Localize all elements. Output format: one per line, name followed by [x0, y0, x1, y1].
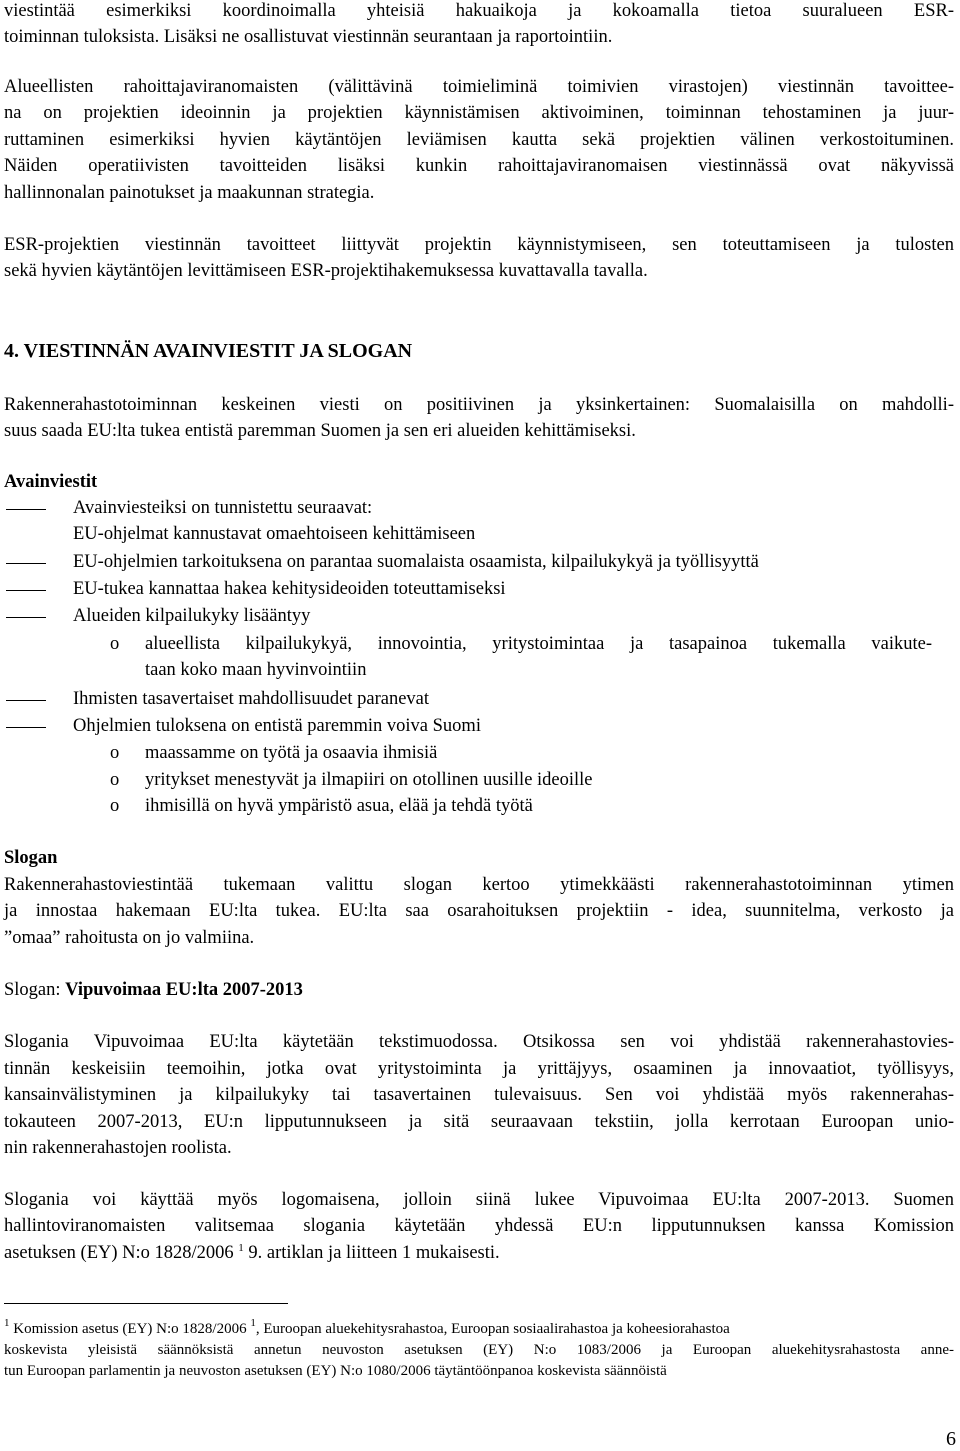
- sub-bullet-marker: o: [110, 634, 120, 654]
- body-text-line: ESR-projektien viestinnän tavoitteet liittyvät projektin käynnistymiseen, sen toteuttamiseen ja tulosten: [4, 235, 954, 255]
- body-text-line: Slogania Vipuvoimaa EU:lta käytetään tekstimuodossa. Otsikossa sen voi yhdistää rakennerahastovies-: [4, 1032, 954, 1052]
- list-item-continuation: EU-ohjelmat kannustavat omaehtoiseen kehittämiseen: [73, 524, 476, 544]
- text-span: Komission asetus (EY) N:o 1828/2006: [13, 1321, 251, 1337]
- sub-bullet-marker: o: [110, 796, 120, 816]
- text-span: asetuksen (EY) N:o 1828/2006: [4, 1243, 239, 1263]
- body-text-line: ruttaminen esimerkiksi hyvien käytäntöjen leviämisen kautta sekä projektien välinen verkostoituminen.: [4, 130, 954, 150]
- dash-bullet: [6, 563, 46, 564]
- body-text-line: suus saada EU:lta tukea entistä paremman Suomen ja sen eri alueiden kehittämiseksi.: [4, 421, 636, 441]
- slogan-line: [4, 977, 303, 1003]
- footnote-ref: 1: [250, 1317, 256, 1329]
- section-heading: 4. VIESTINNÄN AVAINVIESTIT JA SLOGAN: [4, 340, 413, 362]
- sub-list-item: ihmisillä on hyvä ympäristö asua, elää ja tehdä työtä: [145, 796, 533, 816]
- slogan-label: Slogan:: [4, 980, 66, 1000]
- list-item: Alueiden kilpailukyky lisääntyy: [73, 606, 311, 626]
- body-text-line: sekä hyvien käytäntöjen levittämiseen ESR-projektihakemuksessa kuvattavalla tavalla.: [4, 261, 648, 281]
- body-text-line: ja innostaa hakemaan EU:lta tukea. EU:lta saa osarahoituksen projektiin - idea, suunnitelma, verkosto ja: [4, 901, 954, 921]
- slogan-value: Vipuvoimaa EU:lta 2007-2013: [65, 980, 303, 1000]
- sub-bullet-marker: o: [110, 743, 120, 763]
- body-text-line: Alueellisten rahoittajaviranomaisten (välittävinä toimieliminä toimivien virastojen) viestinnän tavoittee-: [4, 77, 954, 97]
- body-text-line: na on projektien ideoinnin ja projektien käynnistämisen aktivoiminen, toiminnan tehostaminen ja juur-: [4, 103, 954, 123]
- text-span: 9. artiklan ja liitteen 1 mukaisesti.: [243, 1243, 500, 1263]
- sub-bullet-marker: o: [110, 770, 120, 790]
- footnote-rule: [4, 1303, 288, 1304]
- subheading-slogan: Slogan: [4, 848, 58, 868]
- body-text-line: Näiden operatiivisten tavoitteiden lisäksi kunkin rahoittajaviranomaisen viestinnässä ovat näkyvissä: [4, 156, 954, 176]
- footnote-line: tun Euroopan parlamentin ja neuvoston asetuksen (EY) N:o 1080/2006 täytäntöönpanoa koskevista säännöistä: [4, 1363, 667, 1379]
- list-item: Ihmisten tasavertaiset mahdollisuudet paranevat: [73, 689, 430, 709]
- body-text-line: tinnän keskeisiin teemoihin, jotka ovat yritystoiminta ja yrittäjyys, osaaminen ja innovaatiot, työllisyys,: [4, 1059, 954, 1079]
- list-item: Avainviesteiksi on tunnistettu seuraavat:: [73, 498, 373, 518]
- sub-list-item: alueellista kilpailukykyä, innovointia, yritystoimintaa ja tasapainoa tukemalla vaikute-: [145, 634, 932, 654]
- body-text-line: hallintoviranomaisten valitsemaa slogania käytetään yhdessä EU:n lipputunnuksen kanssa Komission: [4, 1216, 954, 1236]
- dash-bullet: [6, 590, 46, 591]
- sub-list-item-continuation: taan koko maan hyvinvointiin: [145, 660, 367, 680]
- dash-bullet: [6, 617, 46, 618]
- page-number: 6: [946, 1428, 956, 1450]
- list-item: EU-ohjelmien tarkoituksena on parantaa suomalaista osaamista, kilpailukykyä ja työllisyyttä: [73, 552, 759, 572]
- body-text-line: viestintää esimerkiksi koordinoimalla yhteisiä hakuaikoja ja kokoamalla tietoa suuralueen ESR-: [4, 1, 954, 21]
- sub-list-item: yritykset menestyvät ja ilmapiiri on otollinen uusille ideoille: [145, 770, 593, 790]
- list-item: EU-tukea kannattaa hakea kehitysideoiden toteuttamiseksi: [73, 579, 506, 599]
- body-text-line: ”omaa” rahoitusta on jo valmiina.: [4, 928, 255, 948]
- subheading-avainviestit: Avainviestit: [4, 472, 98, 492]
- text-span: , Euroopan aluekehitysrahastoa, Euroopan sosiaalirahastoa ja koheesiorahastoa: [255, 1321, 730, 1337]
- footnote-number: 1: [4, 1317, 10, 1329]
- body-text-line: [4, 1240, 500, 1266]
- dash-bullet: [6, 509, 46, 510]
- body-text-line: hallinnonalan painotukset ja maakunnan strategia.: [4, 183, 375, 203]
- body-text-line: kansainvälistyminen ja kilpailukyky tai tasavertainen tulevaisuus. Sen voi yhdistää myös rakennerahas-: [4, 1085, 954, 1105]
- dash-bullet: [6, 700, 46, 701]
- footnote-line: koskevista yleisistä säännöksistä annetun neuvoston asetuksen (EY) N:o 1083/2006 ja Euroopan aluekehitysrahastosta anne-: [4, 1342, 954, 1358]
- footnote-ref: 1: [238, 1242, 244, 1254]
- sub-list-item: maassamme on työtä ja osaavia ihmisiä: [145, 743, 438, 763]
- footnote-line: [4, 1319, 730, 1340]
- body-text-line: toiminnan tuloksista. Lisäksi ne osallistuvat viestinnän seurantaan ja raportointiin.: [4, 27, 613, 47]
- body-text-line: Slogania voi käyttää myös logomaisena, jolloin siinä lukee Vipuvoimaa EU:lta 2007-2013. Suomen: [4, 1190, 954, 1210]
- body-text-line: nin rakennerahastojen roolista.: [4, 1138, 232, 1158]
- list-item: Ohjelmien tuloksena on entistä paremmin voiva Suomi: [73, 716, 481, 736]
- body-text-line: Rakennerahastotoiminnan keskeinen viesti on positiivinen ja yksinkertainen: Suomalaisilla on mahdolli-: [4, 395, 954, 415]
- body-text-line: tokauteen 2007-2013, EU:n lipputunnukseen ja sitä seuraavaan tekstiin, jolla kerrotaan Euroopan unio-: [4, 1112, 954, 1132]
- body-text-line: Rakennerahastoviestintää tukemaan valittu slogan kertoo ytimekkäästi rakennerahastotoiminnan ytimen: [4, 875, 954, 895]
- dash-bullet: [6, 727, 46, 728]
